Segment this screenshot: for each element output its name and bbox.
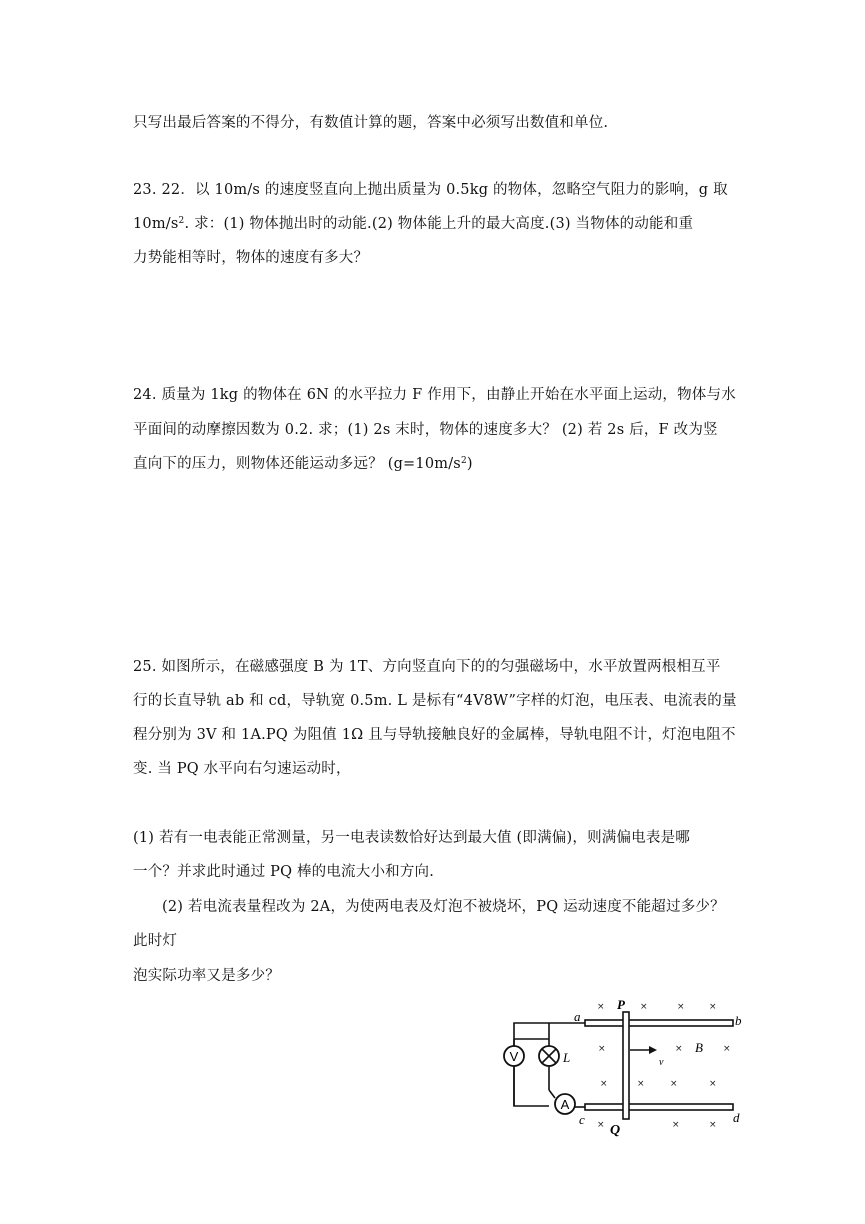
label-V: V xyxy=(509,1049,519,1064)
q25-line-1: 25. 如图所示，在磁感强度 B 为 1T、方向竖直向下的的匀强磁场中，水平放置两根相互平 xyxy=(133,659,721,675)
rail-cd xyxy=(585,1104,733,1110)
q23-line-2: $10m/s^2$. 求：(1) 物体抛出时的动能.(2) 物体能上升的最大高度.(3) 当物体的动能和重 xyxy=(133,216,694,232)
svg-text:×: × xyxy=(675,1044,683,1054)
q25-line-3: 程分别为 3V 和 1A.PQ 为阻值 1Ω 且与导轨接触良好的金属棒，导轨电阻不计，灯泡电阻不 xyxy=(133,727,736,743)
label-Q: Q xyxy=(610,1123,621,1138)
label-v: v xyxy=(659,1057,664,1068)
svg-text:×: × xyxy=(709,1079,717,1089)
q23-line-1: 23. 22．以 10m/s 的速度竖直向上抛出质量为 0.5kg 的物体，忽略空气阻力的影响，g 取 xyxy=(133,182,728,198)
q24-line-3: 直向下的压力，则物体还能运动多远？ $(g=10m/s^2)$ xyxy=(133,456,473,472)
rod-pq xyxy=(623,1012,629,1119)
label-d: d xyxy=(733,1110,740,1125)
label-b: b xyxy=(735,1013,742,1028)
label-L: L xyxy=(563,1050,571,1065)
svg-text:×: × xyxy=(677,1002,685,1012)
q23-line-3: 力势能相等时，物体的速度有多大？ xyxy=(133,250,369,266)
q25-part2-line-1: (2) 若电流表量程改为 2A，为使两电表及灯泡不被烧坏，PQ 运动速度不能超过多少？ xyxy=(162,899,725,915)
label-A: A xyxy=(560,1097,570,1112)
svg-text:×: × xyxy=(670,1079,678,1089)
circuit-diagram xyxy=(497,994,755,1138)
svg-text:×: × xyxy=(597,1002,605,1012)
q25-part2-line-3: 泡实际功率又是多少？ xyxy=(133,968,280,984)
label-B: B xyxy=(695,1040,703,1055)
q25-line-4: 变. 当 PQ 水平向右匀速运动时， xyxy=(133,761,351,777)
svg-text:×: × xyxy=(672,1120,680,1130)
q25-part1-line-2: 一个？并求此时通过 PQ 棒的电流大小和方向. xyxy=(133,864,435,880)
svg-text:×: × xyxy=(637,1079,645,1089)
svg-text:×: × xyxy=(598,1044,606,1054)
q24-line-2: 平面间的动摩擦因数为 0.2. 求；(1) 2s 末时，物体的速度多大？ (2) 若 2s 后，F 改为竖 xyxy=(133,422,718,438)
label-c: c xyxy=(579,1112,585,1127)
svg-text:×: × xyxy=(600,1079,608,1089)
svg-text:×: × xyxy=(597,1120,605,1130)
svg-text:×: × xyxy=(709,1120,717,1130)
svg-text:×: × xyxy=(640,1002,648,1012)
label-P: P xyxy=(617,997,625,1012)
svg-text:×: × xyxy=(709,1002,717,1012)
rail-ab xyxy=(585,1020,733,1026)
q25-line-2: 行的长直导轨 ab 和 cd，导轨宽 0.5m. L 是标有“4V8W”字样的灯泡，电压表、电流表的量 xyxy=(133,693,737,709)
q25-part1-line-1: (1) 若有一电表能正常测量，另一电表读数恰好达到最大值 (即满偏)，则满偏电表是哪 xyxy=(133,830,690,846)
label-a: a xyxy=(574,1009,581,1024)
q24-line-1: 24. 质量为 1kg 的物体在 6N 的水平拉力 F 作用下，由静止开始在水平面上运动，物体与水 xyxy=(133,387,736,403)
circuit-svg xyxy=(497,994,755,1138)
q25-part2-line-2: 此时灯 xyxy=(133,933,178,949)
intro-line: 只写出最后答案的不得分，有数值计算的题，答案中必须写出数值和单位. xyxy=(133,115,609,131)
velocity-arrow-icon xyxy=(649,1046,657,1054)
svg-text:×: × xyxy=(723,1044,731,1054)
